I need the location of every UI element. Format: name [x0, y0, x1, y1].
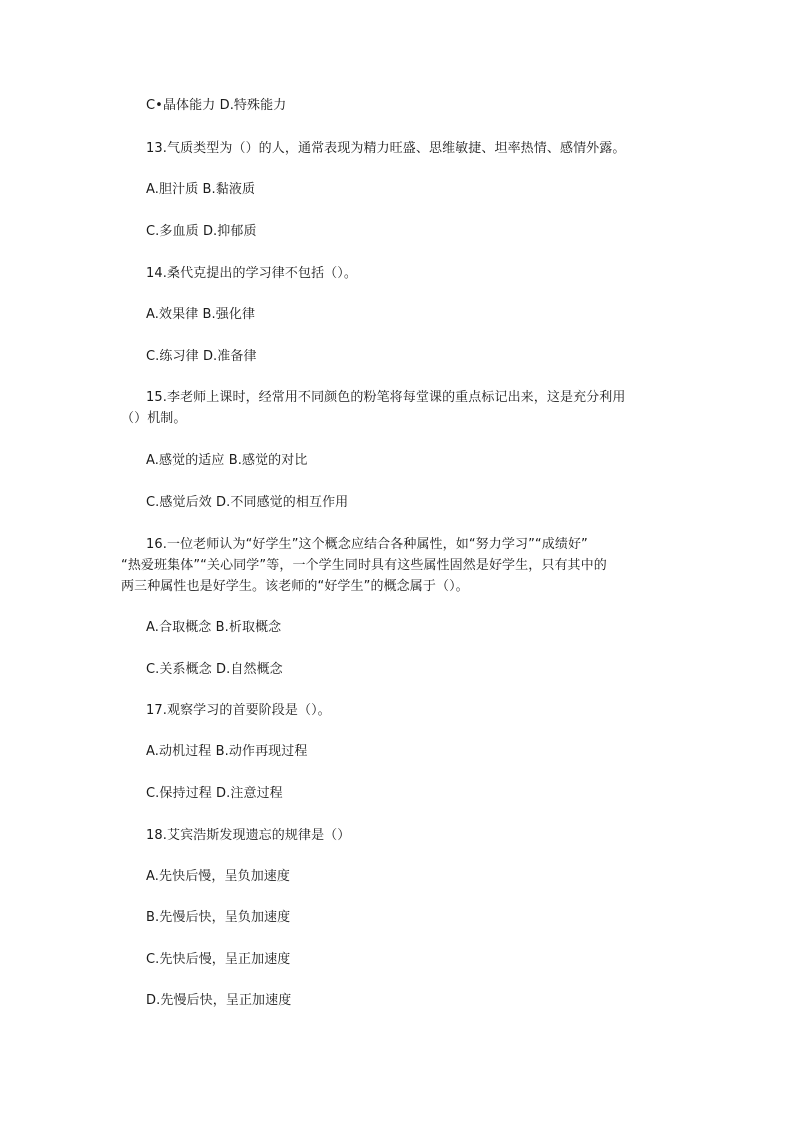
option-line-13-cd: C.多血质 D.抑郁质 — [146, 224, 257, 239]
option-18-b: B.先慢后快，呈负加速度 — [146, 910, 291, 925]
question-17: 17.观察学习的首要阶段是（）。 — [146, 703, 331, 718]
option-line-14-ab: A.效果律 B.强化律 — [146, 307, 256, 322]
option-18-c: C.先快后慢，呈正加速度 — [146, 952, 291, 967]
question-16-cont-1: “热爱班集体”“关心同学”等，一个学生同时具有这些属性固然是好学生，只有其中的 — [121, 558, 607, 573]
option-line-16-ab: A.合取概念 B.析取概念 — [146, 620, 282, 635]
option-line-17-ab: A.动机过程 B.动作再现过程 — [146, 744, 308, 759]
option-line-12-cd: C•晶体能力 D.特殊能力 — [146, 98, 287, 113]
question-13: 13.气质类型为（）的人，通常表现为精力旺盛、思维敏捷、坦率热情、感情外露。 — [146, 141, 626, 156]
question-15-cont: （）机制。 — [121, 411, 187, 426]
option-line-15-ab: A.感觉的适应 B.感觉的对比 — [146, 453, 308, 468]
option-line-14-cd: C.练习律 D.准备律 — [146, 349, 257, 364]
option-line-16-cd: C.关系概念 D.自然概念 — [146, 662, 283, 677]
question-16-cont-2: 两三种属性也是好学生。该老师的“好学生”的概念属于（）。 — [121, 579, 469, 594]
option-line-15-cd: C.感觉后效 D.不同感觉的相互作用 — [146, 495, 349, 510]
option-18-a: A.先快后慢，呈负加速度 — [146, 869, 290, 884]
question-15: 15.李老师上课时，经常用不同颜色的粉笔将每堂课的重点标记出来，这是充分利用 — [146, 390, 626, 405]
question-18: 18.艾宾浩斯发现遗忘的规律是（） — [146, 828, 351, 843]
question-14: 14.桑代克提出的学习律不包括（）。 — [146, 266, 357, 281]
option-18-d: D.先慢后快，呈正加速度 — [146, 993, 292, 1008]
option-line-13-ab: A.胆汁质 B.黏液质 — [146, 182, 256, 197]
question-16: 16.一位老师认为“好学生”这个概念应结合各种属性，如“努力学习”“成绩好” — [146, 537, 588, 552]
option-line-17-cd: C.保持过程 D.注意过程 — [146, 786, 283, 801]
